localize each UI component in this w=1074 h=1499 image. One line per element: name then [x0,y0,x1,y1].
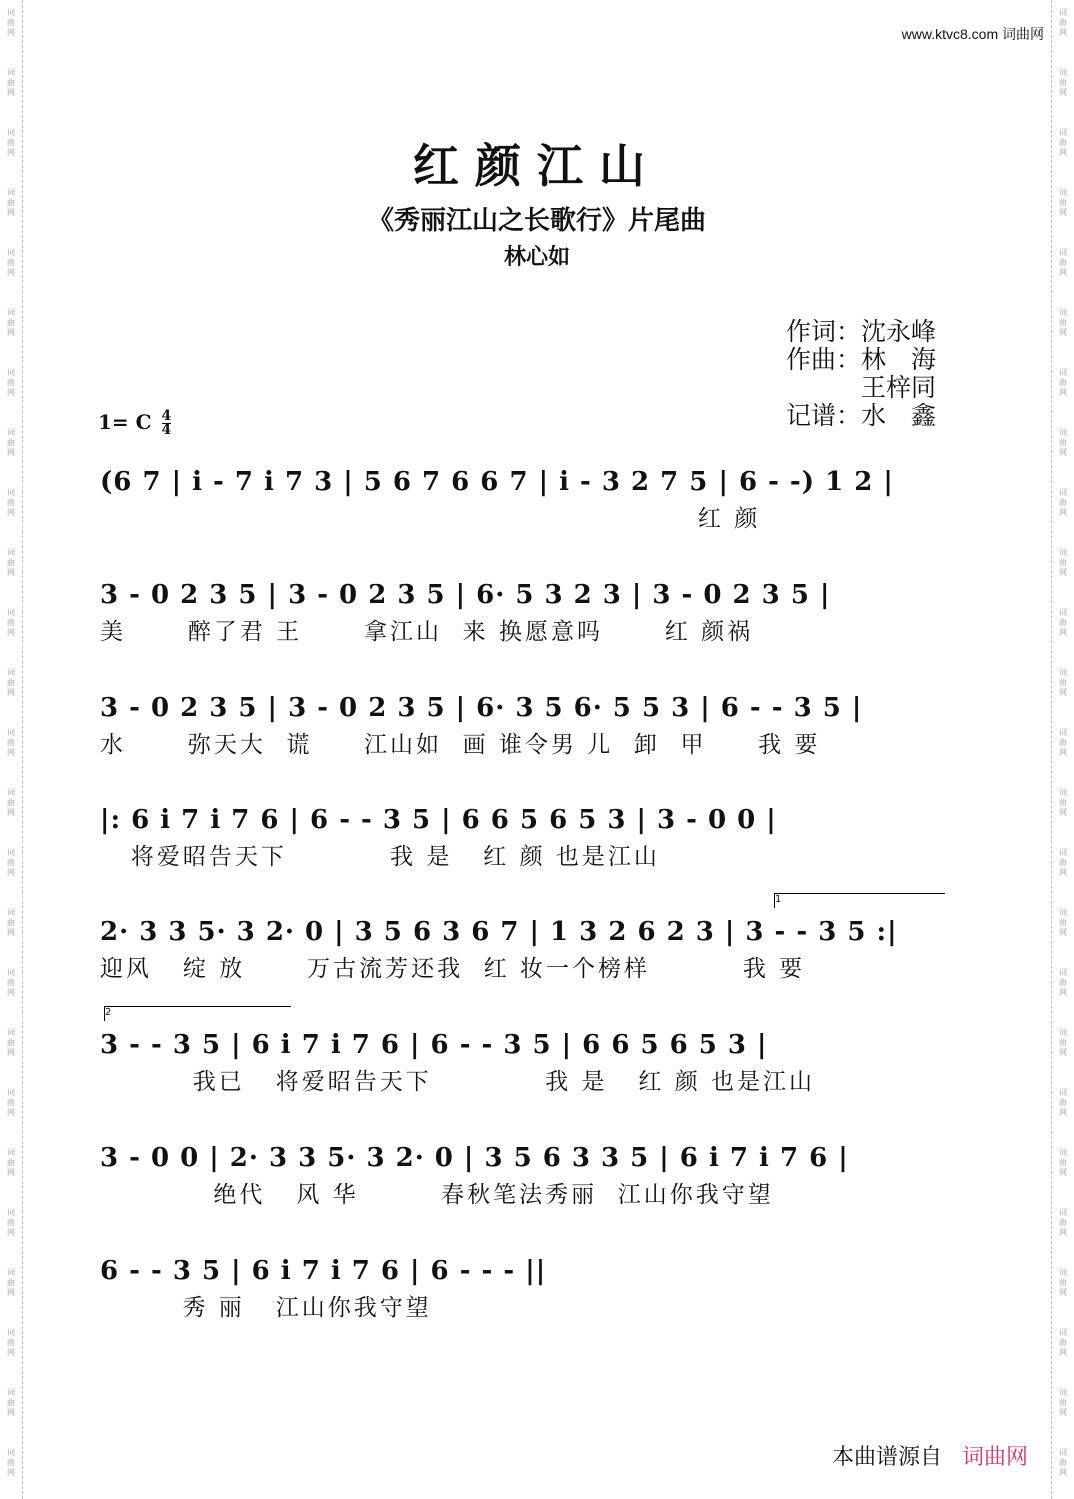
time-sig-bottom: 4 [161,422,172,438]
watermark-mark: 词 曲 网 [1059,668,1067,697]
watermark-mark: 词 曲 网 [1059,728,1067,757]
song-subtitle: 《秀丽江山之长歌行》片尾曲 [367,206,706,236]
watermark-mark: 词 曲 网 [7,728,15,757]
watermark-mark: 词 曲 网 [7,788,15,817]
watermark-mark: 词 曲 网 [1059,1028,1067,1057]
composer-credit-2: 王梓同 [786,373,937,402]
watermark-mark: 词 曲 网 [7,1448,15,1477]
score-line-4 [100,800,960,874]
watermark-mark: 词 曲 网 [7,1268,15,1297]
lyrics-row: 水 弥天大 谎 江山如 画 谁令男 儿 卸 甲 我 要 [100,732,821,758]
watermark-mark: 词 曲 网 [7,968,15,997]
score-line-6 [100,1025,960,1099]
time-signature [162,410,172,437]
watermark-mark: 词 曲 网 [7,908,15,937]
source-brand-link[interactable]: 词曲网 [961,1445,1028,1470]
score-line-3 [100,688,960,762]
watermark-mark: 词 曲 网 [7,1328,15,1357]
key-label: 1= C [98,410,152,434]
score-line-2 [100,575,960,649]
watermark-mark: 词 曲 网 [7,68,15,97]
notes-row: 3 - - 3 5 | 6 i 7 i 7 6 | 6 - - 3 5 | 6 6 5 6 5 3 | [100,1030,768,1060]
singer-name: 林心如 [503,244,570,270]
watermark-mark: 词 曲 网 [7,188,15,217]
credits-block [786,318,936,430]
watermark-mark: 词 曲 网 [1059,608,1067,637]
watermark-mark: 词 曲 网 [1059,1448,1067,1477]
watermark-mark: 词 曲 网 [1059,548,1067,577]
notes-row: 6 - - 3 5 | 6 i 7 i 7 6 | 6 - - - || [100,1256,547,1286]
key-signature [98,410,171,437]
watermark-mark: 词 曲 网 [1059,8,1067,37]
notes-row: 2· 3 3 5· 3 2· 0 | 3 5 6 3 6 7 | 1 3 2 6 2 3 | 3 - - 3 5 :| [100,917,898,947]
watermark-mark: 词 曲 网 [7,248,15,277]
lyrics-row: 我已 将爱昭告天下 我 是 红 颜 也是江山 [100,1069,816,1095]
watermark-mark: 词 曲 网 [1059,1088,1067,1117]
watermark-mark: 词 曲 网 [1059,908,1067,937]
time-sig-top: 4 [161,408,172,424]
watermark-mark: 词 曲 网 [1059,248,1067,277]
site-url[interactable]: www.ktvc8.com 词曲网 [901,26,1044,42]
score-line-5 [100,912,960,986]
watermark-mark: 词 曲 网 [1059,1208,1067,1237]
watermark-mark: 词 曲 网 [7,428,15,457]
watermark-mark: 词 曲 网 [1059,1268,1067,1297]
second-ending-bracket [104,1006,291,1021]
watermark-mark: 词 曲 网 [7,488,15,517]
watermark-mark: 词 曲 网 [7,368,15,397]
second-ending-label: 2 [105,1007,112,1018]
transcriber-credit: 记谱：水 鑫 [786,401,937,430]
watermark-mark: 词 曲 网 [7,128,15,157]
lyrics-row: 迎风 绽 放 万古流芳还我 红 妆一个榜样 我 要 [100,956,806,982]
watermark-mark: 词 曲 网 [7,1148,15,1177]
watermark-mark: 词 曲 网 [7,1028,15,1057]
watermark-mark: 词 曲 网 [1059,848,1067,877]
watermark-mark: 词 曲 网 [1059,488,1067,517]
watermark-mark: 词 曲 网 [1059,1328,1067,1357]
score-line-7 [100,1138,960,1212]
watermark-mark: 词 曲 网 [1059,128,1067,157]
lyrics-row: 美 醉了君 王 拿江山 来 换愿意吗 红 颜祸 [100,619,754,645]
watermark-mark: 词 曲 网 [1059,68,1067,97]
notes-row: |: 6 i 7 i 7 6 | 6 - - 3 5 | 6 6 5 6 5 3 | 3 - 0 0 | [100,805,777,835]
lyrics-row: 绝代 风 华 春秋笔法秀丽 江山你我守望 [100,1182,774,1208]
notes-row: 3 - 0 0 | 2· 3 3 5· 3 2· 0 | 3 5 6 3 3 5 | 6 i 7 i 7 6 | [100,1143,849,1173]
watermark-mark: 词 曲 网 [1059,1388,1067,1417]
notes-row: (6 7 | i - 7 i 7 3 | 5 6 7 6 6 7 | i - 3 2 7 5 | 6 - -) 1 2 | [100,467,894,497]
watermark-mark: 词 曲 网 [7,1208,15,1237]
watermark-mark: 词 曲 网 [1059,308,1067,337]
lyrics-row: 将爱昭告天下 我 是 红 颜 也是江山 [100,844,660,870]
watermark-mark: 词 曲 网 [1059,428,1067,457]
first-ending-label: 1 [775,894,782,905]
notes-row: 3 - 0 2 3 5 | 3 - 0 2 3 5 | 6· 3 5 6· 5 5 3 | 6 - - 3 5 | [100,693,863,723]
watermark-mark: 词 曲 网 [7,608,15,637]
lyrics-row: 秀 丽 江山你我守望 [100,1295,432,1321]
watermark-mark: 词 曲 网 [1059,368,1067,397]
watermark-mark: 词 曲 网 [7,8,15,37]
first-ending-bracket [774,893,945,908]
watermark-mark: 词 曲 网 [7,548,15,577]
notes-row: 3 - 0 2 3 5 | 3 - 0 2 3 5 | 6· 5 3 2 3 | 3 - 0 2 3 5 | [100,580,831,610]
lyrics-row: 红 颜 [100,506,761,532]
watermark-mark: 词 曲 网 [7,668,15,697]
watermark-mark: 词 曲 网 [1059,1148,1067,1177]
score-line-8 [100,1251,960,1325]
watermark-mark: 词 曲 网 [7,848,15,877]
score-line-1 [100,462,960,536]
watermark-mark: 词 曲 网 [7,1088,15,1117]
source-text: 本曲谱源自 [831,1445,942,1470]
composer-credit: 作曲：林 海 [786,345,937,374]
watermark-mark: 词 曲 网 [1059,968,1067,997]
source-footer [832,1440,1028,1471]
song-title: 红颜江山 [413,139,661,193]
watermark-mark: 词 曲 网 [1059,788,1067,817]
watermark-mark: 词 曲 网 [7,308,15,337]
watermark-mark: 词 曲 网 [7,1388,15,1417]
lyricist-credit: 作词：沈永峰 [786,317,937,346]
watermark-mark: 词 曲 网 [1059,188,1067,217]
